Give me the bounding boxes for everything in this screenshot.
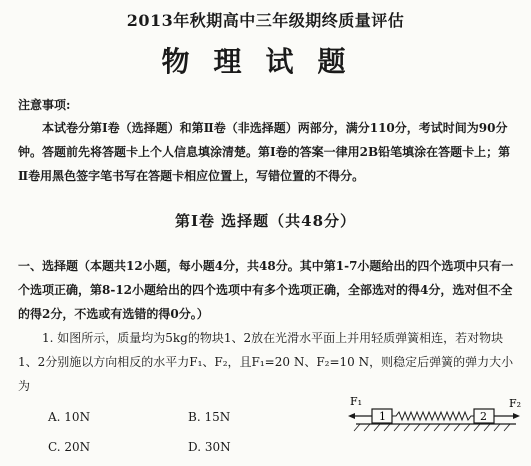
section-instructions: 一、选择题（本题共12小题，每小题4分，共48分。其中第1-7小题给出的四个选项中只有一个选项正确，第8-12小题给出的四个选项中有多个选项正确，全部选对的得4分，选对但不全的得2分，不选或有选错的得0分。） [18, 259, 514, 321]
subject-title: 物理试题 [161, 45, 370, 78]
spring [392, 412, 474, 420]
question-1-text: 1. 如图所示，质量均为5kg的物块1、2放在光滑水平面上并用轻质弹簧相连，若对物块1、2分别施以方向相反的水平力F₁、F₂，且F₁=20 N、F₂=10 N，则稳定后弹簧的弹力大小为 [18, 331, 514, 393]
spring-blocks-figure [346, 395, 526, 445]
f1-label: F₁ [350, 395, 363, 408]
option-a: A. 10N [48, 410, 91, 424]
option-c: C. 20N [48, 440, 91, 454]
notice-text: 本试卷分第Ⅰ卷（选择题）和第Ⅱ卷（非选择题）两部分，满分110分，考试时间为90分钟。答题前先将答题卡上个人信息填涂清楚。第Ⅰ卷的答案一律用2B铅笔填涂在答题卡上；第Ⅱ卷用黑色签字笔书写在答题卡相应位置上，写错位置的不得分。 [18, 121, 511, 183]
exam-title: 2013年秋期高中三年级期终质量评估 [126, 11, 405, 30]
section-title: 第Ⅰ卷 选择题（共48分） [174, 212, 357, 230]
option-b: B. 15N [188, 410, 231, 424]
block-2-label: 2 [480, 410, 487, 423]
f2-label: F₂ [509, 397, 522, 410]
f2-arrowhead [513, 413, 520, 419]
block-1-label: 1 [379, 410, 386, 423]
notice-heading: 注意事项: [18, 98, 71, 112]
f1-arrowhead [348, 413, 355, 419]
ground-hatching [354, 424, 510, 431]
option-d: D. 30N [188, 440, 231, 454]
